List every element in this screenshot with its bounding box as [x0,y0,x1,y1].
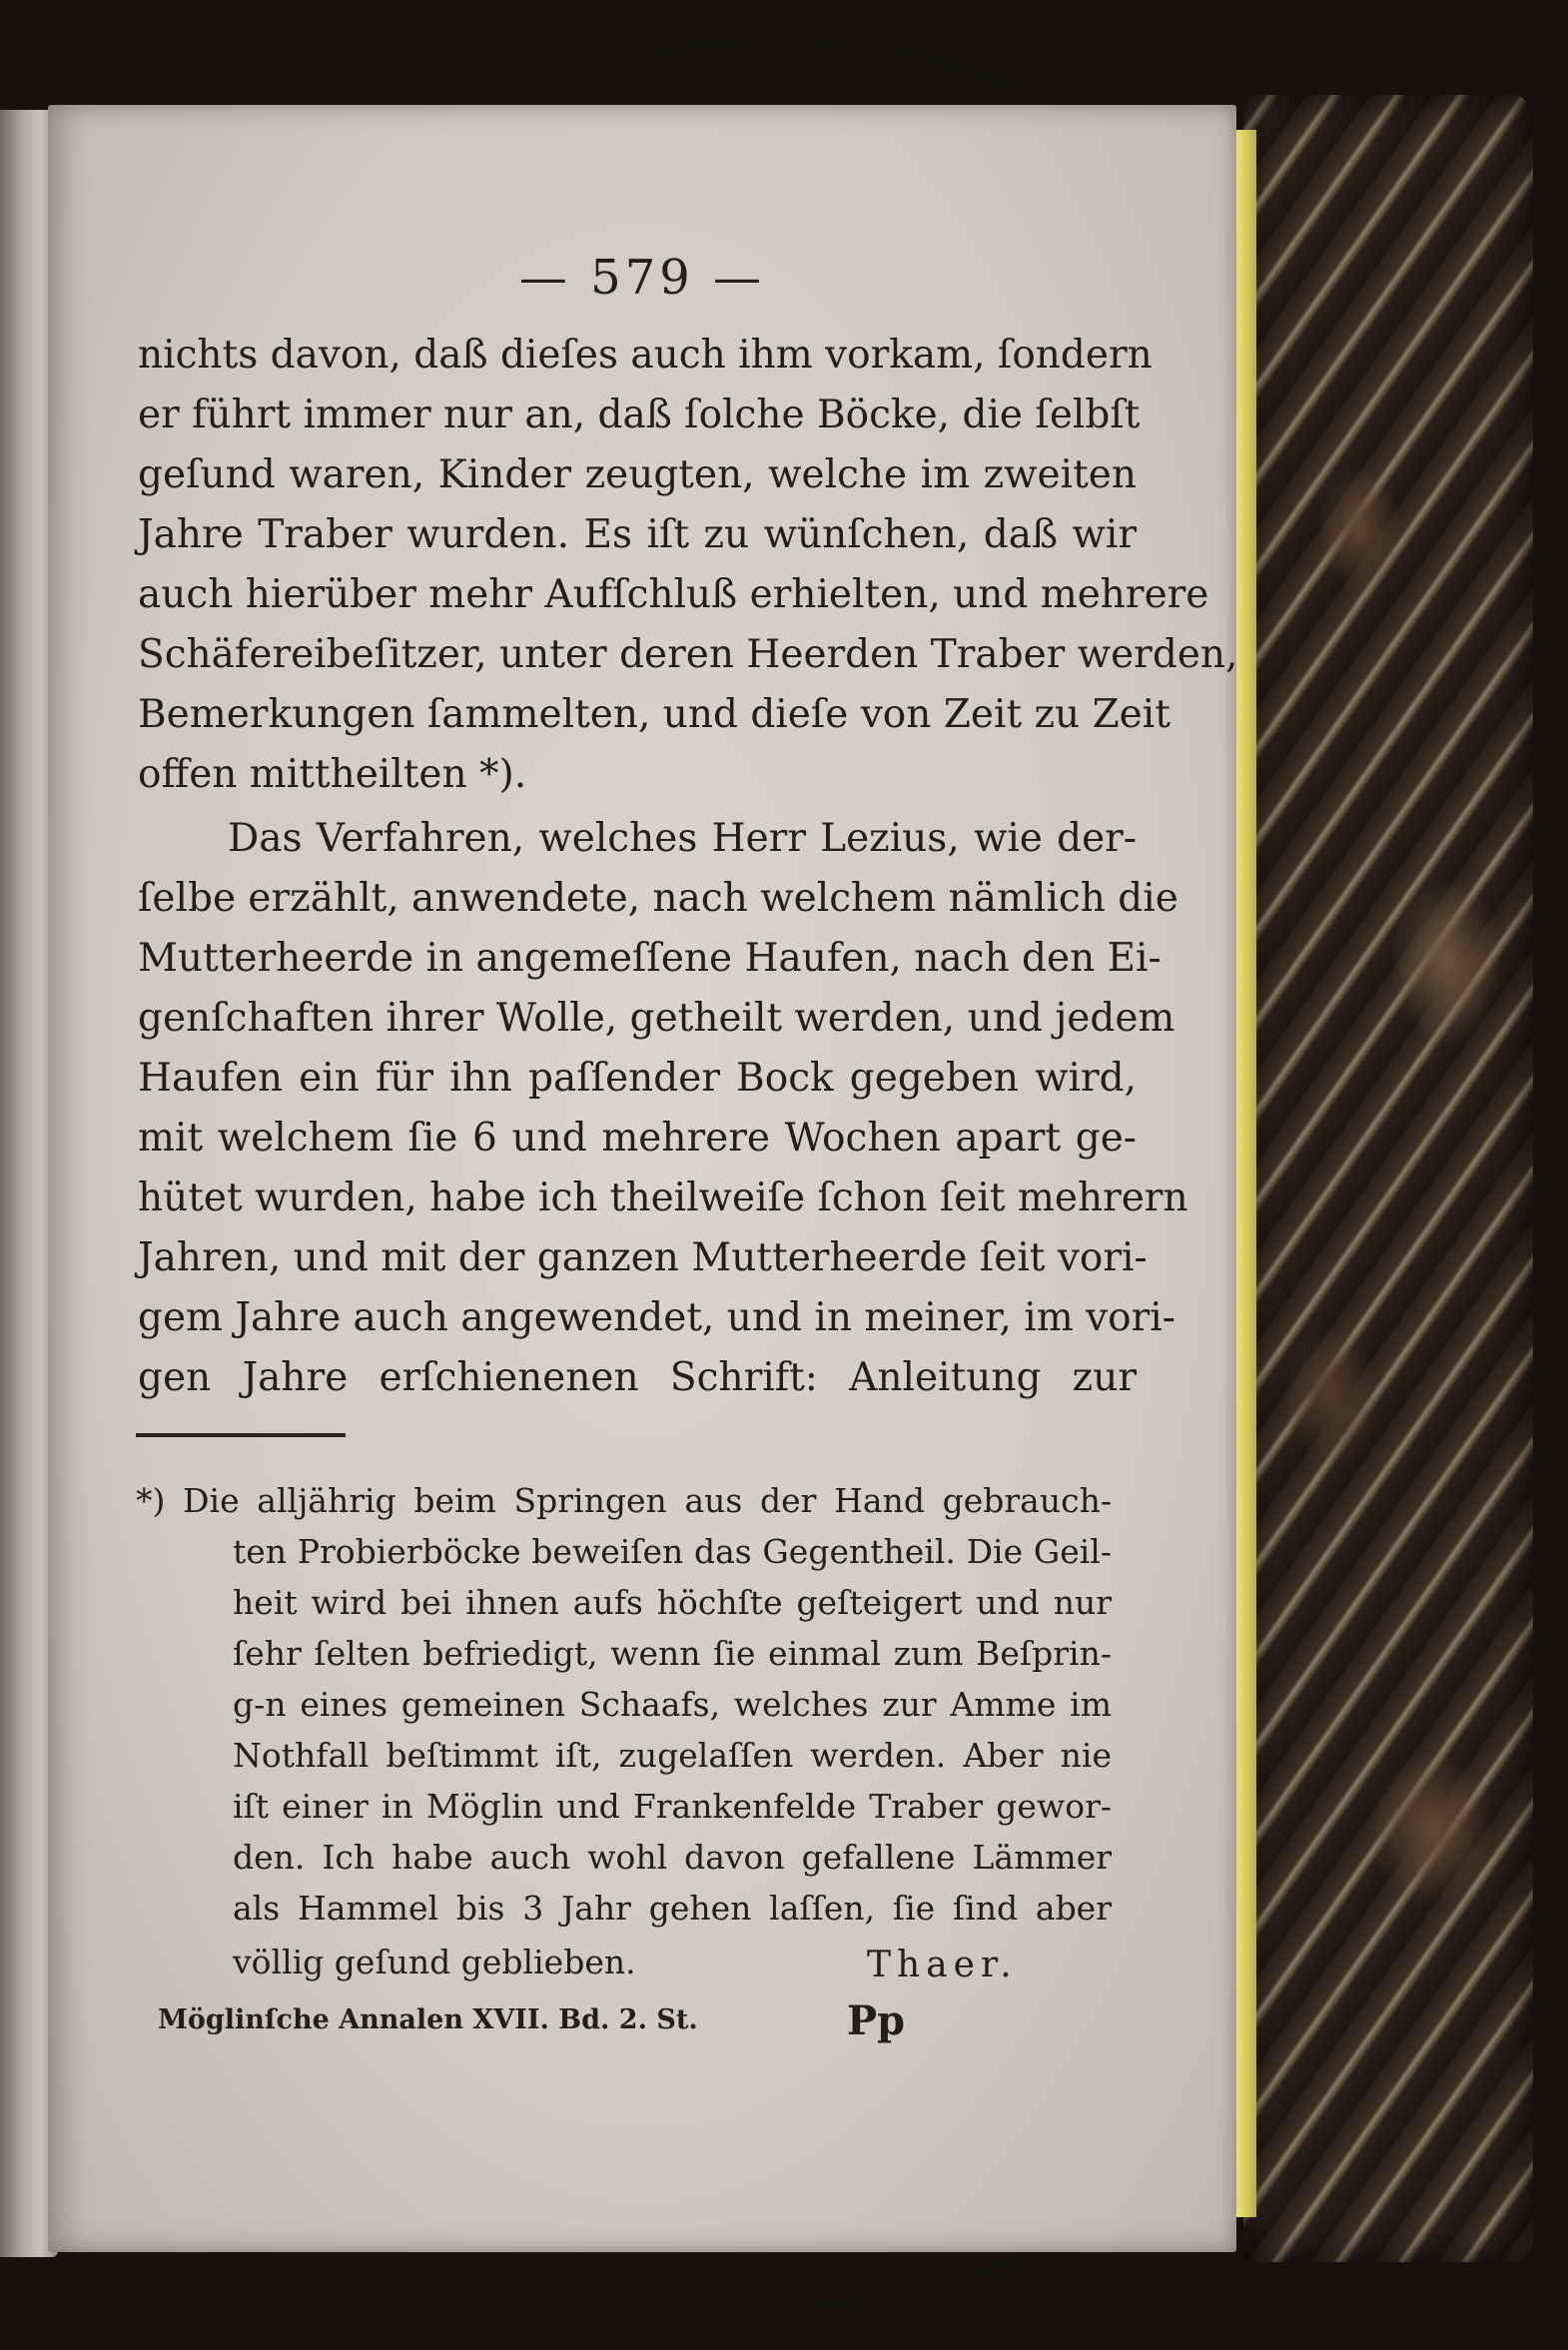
body-line: mit welchem ſie 6 und mehrere Wochen apart ge- [138,1116,1137,1161]
footnote-signature: Thaer. [867,1945,1018,1985]
body-line: Jahre Traber wurden. Es iſt zu wünſchen, daß wir [138,512,1137,557]
body-line: genſchaften ihrer Wolle, getheilt werden, und jedem [138,996,1176,1041]
footnote-line: ten Probierböcke beweiſen das Gegentheil. Die Geil- [233,1532,1112,1571]
body-line: auch hierüber mehr Aufſchluß erhielten, und mehrere [138,572,1209,617]
body-line: offen mittheilten *). [138,752,527,797]
footnote-line: heit wird bei ihnen aufs höchſte geſteigert und nur [233,1583,1112,1622]
footer-signature: Möglinſche Annalen XVII. Bd. 2. St. [158,2004,698,2035]
body-line: Mutterheerde in angemeſſene Haufen, nach den Ei- [138,936,1162,981]
book-page [48,105,1236,2252]
body-line: nichts davon, daß dieſes auch ihm vorkam, ſondern [138,333,1153,378]
footnote-line: Nothfall beſtimmt iſt, zugelaſſen werden. Aber nie [233,1736,1112,1775]
body-line: gen Jahre erſchienenen Schrift: Anleitung zur [138,1355,1137,1400]
footnote-rule [136,1433,346,1437]
footnote-line: als Hammel bis 3 Jahr gehen laſſen, ſie ſind aber [233,1889,1112,1928]
body-line: Jahren, und mit der ganzen Mutterheerde ſeit vori- [138,1235,1148,1280]
body-line: Haufen ein für ihn paſſender Bock gegeben wird, [138,1056,1137,1101]
footnote-line: völlig geſund geblieben. [233,1943,636,1981]
body-line: geſund waren, Kinder zeugten, welche im zweiten [138,452,1137,497]
marbled-cover [1243,95,1533,2262]
body-line: er führt immer nur an, daß ſolche Böcke, die ſelbſt [138,392,1141,437]
body-line: ſelbe erzählt, anwendete, nach welchem nämlich die [138,876,1178,921]
body-line: Schäfereibeſitzer, unter deren Heerden Traber werden, [138,632,1238,677]
footnote-line: *) Die alljährig beim Springen aus der Hand gebrauch- [136,1481,1112,1520]
footnote-line: iſt einer in Möglin und Frankenfelde Traber gewor- [233,1787,1112,1826]
footnote-line: g-n eines gemeinen Schaafs, welches zur Amme im [233,1685,1112,1724]
body-line: Das Verfahren, welches Herr Lezius, wie der- [228,816,1137,861]
footnote-line: ſehr ſelten befriedigt, wenn ſie einmal zum Beſprin- [233,1634,1112,1673]
footer-sheet-mark: Pp [847,1997,906,2044]
body-line: Bemerkungen ſammelten, und dieſe von Zeit zu Zeit [138,692,1171,737]
footnote-line: den. Ich habe auch wohl davon gefallene Lämmer [233,1838,1112,1877]
body-line: hütet wurden, habe ich theilweiſe ſchon ſeit mehrern [138,1175,1188,1220]
body-line: gem Jahre auch angewendet, und in meiner, im vori- [138,1295,1176,1340]
page-number: — 579 — [518,250,766,306]
